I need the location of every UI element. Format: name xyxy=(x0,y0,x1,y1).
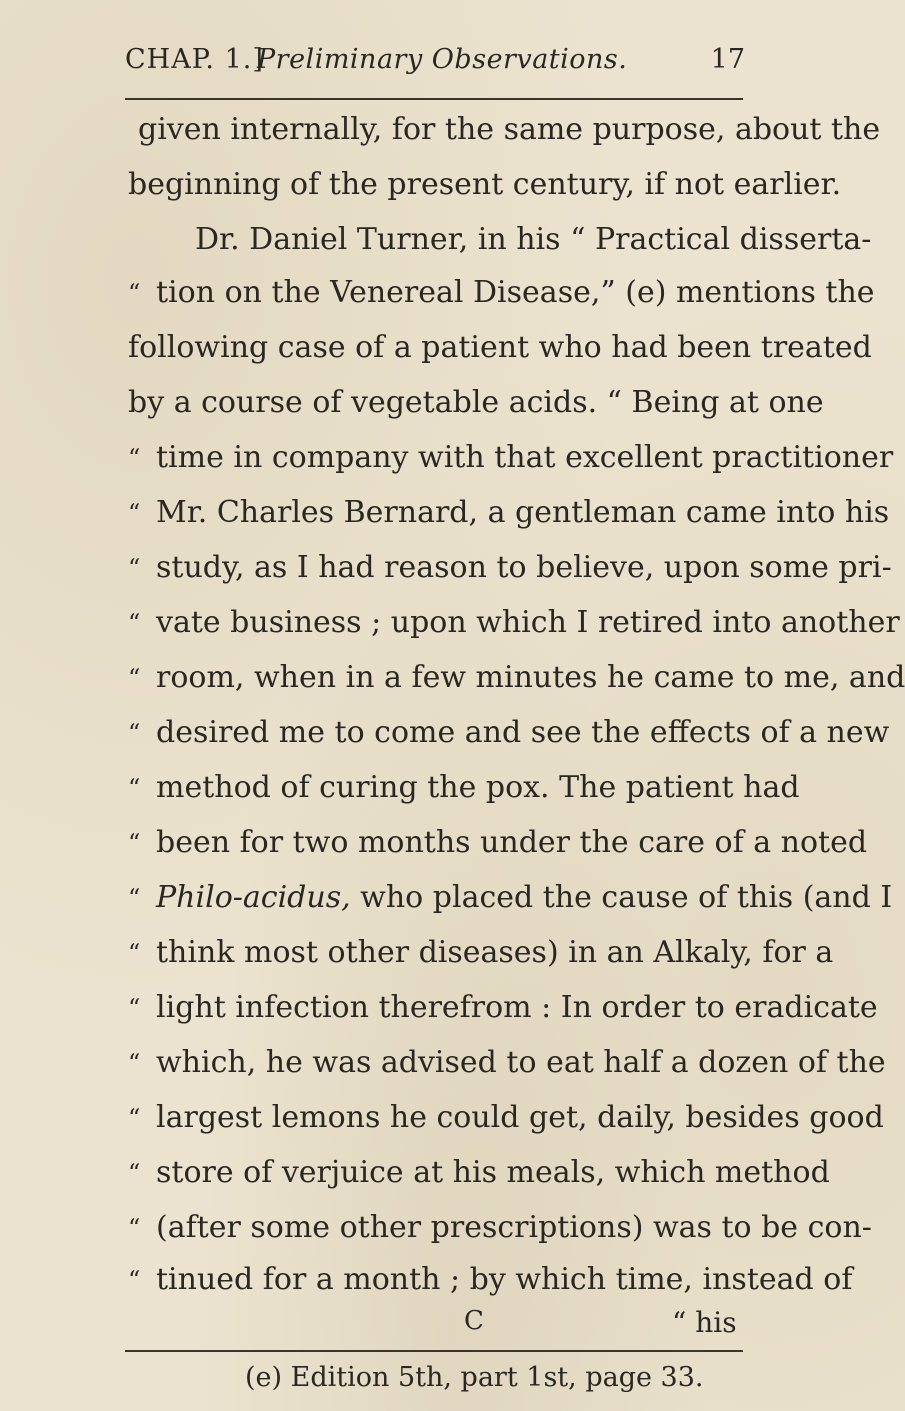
text-line: “ Philo-acidus, who placed the cause of this (and I xyxy=(128,880,893,915)
text-line: “ think most other diseases) in an Alkaly, for a xyxy=(128,935,834,970)
text-line: “ tion on the Venereal Disease,” (e) mentions the xyxy=(128,275,875,310)
text-line: “ vate business ; upon which I retired into another xyxy=(128,605,900,640)
quote-mark: “ xyxy=(128,1214,141,1242)
text-line: “ (after some other prescriptions) was to be con- xyxy=(128,1210,872,1245)
text-line: following case of a patient who had been treated xyxy=(128,330,872,365)
italic-term: Philo-acidus, xyxy=(156,880,351,915)
text-line: “ tinued for a month ; by which time, instead of xyxy=(128,1262,853,1297)
quote-mark: “ xyxy=(128,279,141,307)
quote-mark: “ xyxy=(128,664,141,692)
text-line: “ desired me to come and see the effects of a new xyxy=(128,715,890,750)
footnote-rule xyxy=(125,1350,743,1352)
catchword: “ his xyxy=(672,1306,737,1339)
quote-mark: “ xyxy=(128,499,141,527)
quote-mark: “ xyxy=(128,1159,141,1187)
quote-mark: “ xyxy=(128,829,141,857)
text-line: “ time in company with that excellent practitioner xyxy=(128,440,894,475)
quote-mark: “ xyxy=(128,1266,141,1294)
quote-mark: “ xyxy=(128,609,141,637)
text-line: given internally, for the same purpose, about the xyxy=(138,112,881,147)
quote-mark: “ xyxy=(128,719,141,747)
running-header xyxy=(125,44,745,84)
signature-mark: C xyxy=(464,1306,484,1336)
header-rule xyxy=(125,98,743,100)
quote-mark: “ xyxy=(128,1049,141,1077)
quote-mark: “ xyxy=(128,774,141,802)
text-line: beginning of the present century, if not earlier. xyxy=(128,167,842,202)
quote-mark: “ xyxy=(128,554,141,582)
text-line: “ been for two months under the care of a noted xyxy=(128,825,868,860)
quote-mark: “ xyxy=(128,939,141,967)
text-line: “ which, he was advised to eat half a dozen of the xyxy=(128,1045,886,1080)
text-line: “ Mr. Charles Bernard, a gentleman came into his xyxy=(128,495,890,530)
text-line: “ room, when in a few minutes he came to me, and xyxy=(128,660,905,695)
chapter-label: CHAP. 1.] xyxy=(125,44,264,75)
text-line: “ largest lemons he could get, daily, besides good xyxy=(128,1100,884,1135)
text-line: by a course of vegetable acids. “ Being at one xyxy=(128,385,824,420)
text-line: Dr. Daniel Turner, in his “ Practical disserta- xyxy=(195,222,872,257)
text-line: “ light infection therefrom : In order to eradicate xyxy=(128,990,878,1025)
quote-mark: “ xyxy=(128,444,141,472)
page-number: 17 xyxy=(710,44,745,75)
quote-mark: “ xyxy=(128,994,141,1022)
quote-mark: “ xyxy=(128,884,141,912)
footnote: (e) Edition 5th, part 1st, page 33. xyxy=(245,1362,704,1393)
running-title: Preliminary Observations. xyxy=(257,44,628,75)
text-line: “ study, as I had reason to believe, upon some pri- xyxy=(128,550,892,585)
text-line: “ method of curing the pox. The patient had xyxy=(128,770,800,805)
text-line: “ store of verjuice at his meals, which method xyxy=(128,1155,830,1190)
quote-mark: “ xyxy=(128,1104,141,1132)
